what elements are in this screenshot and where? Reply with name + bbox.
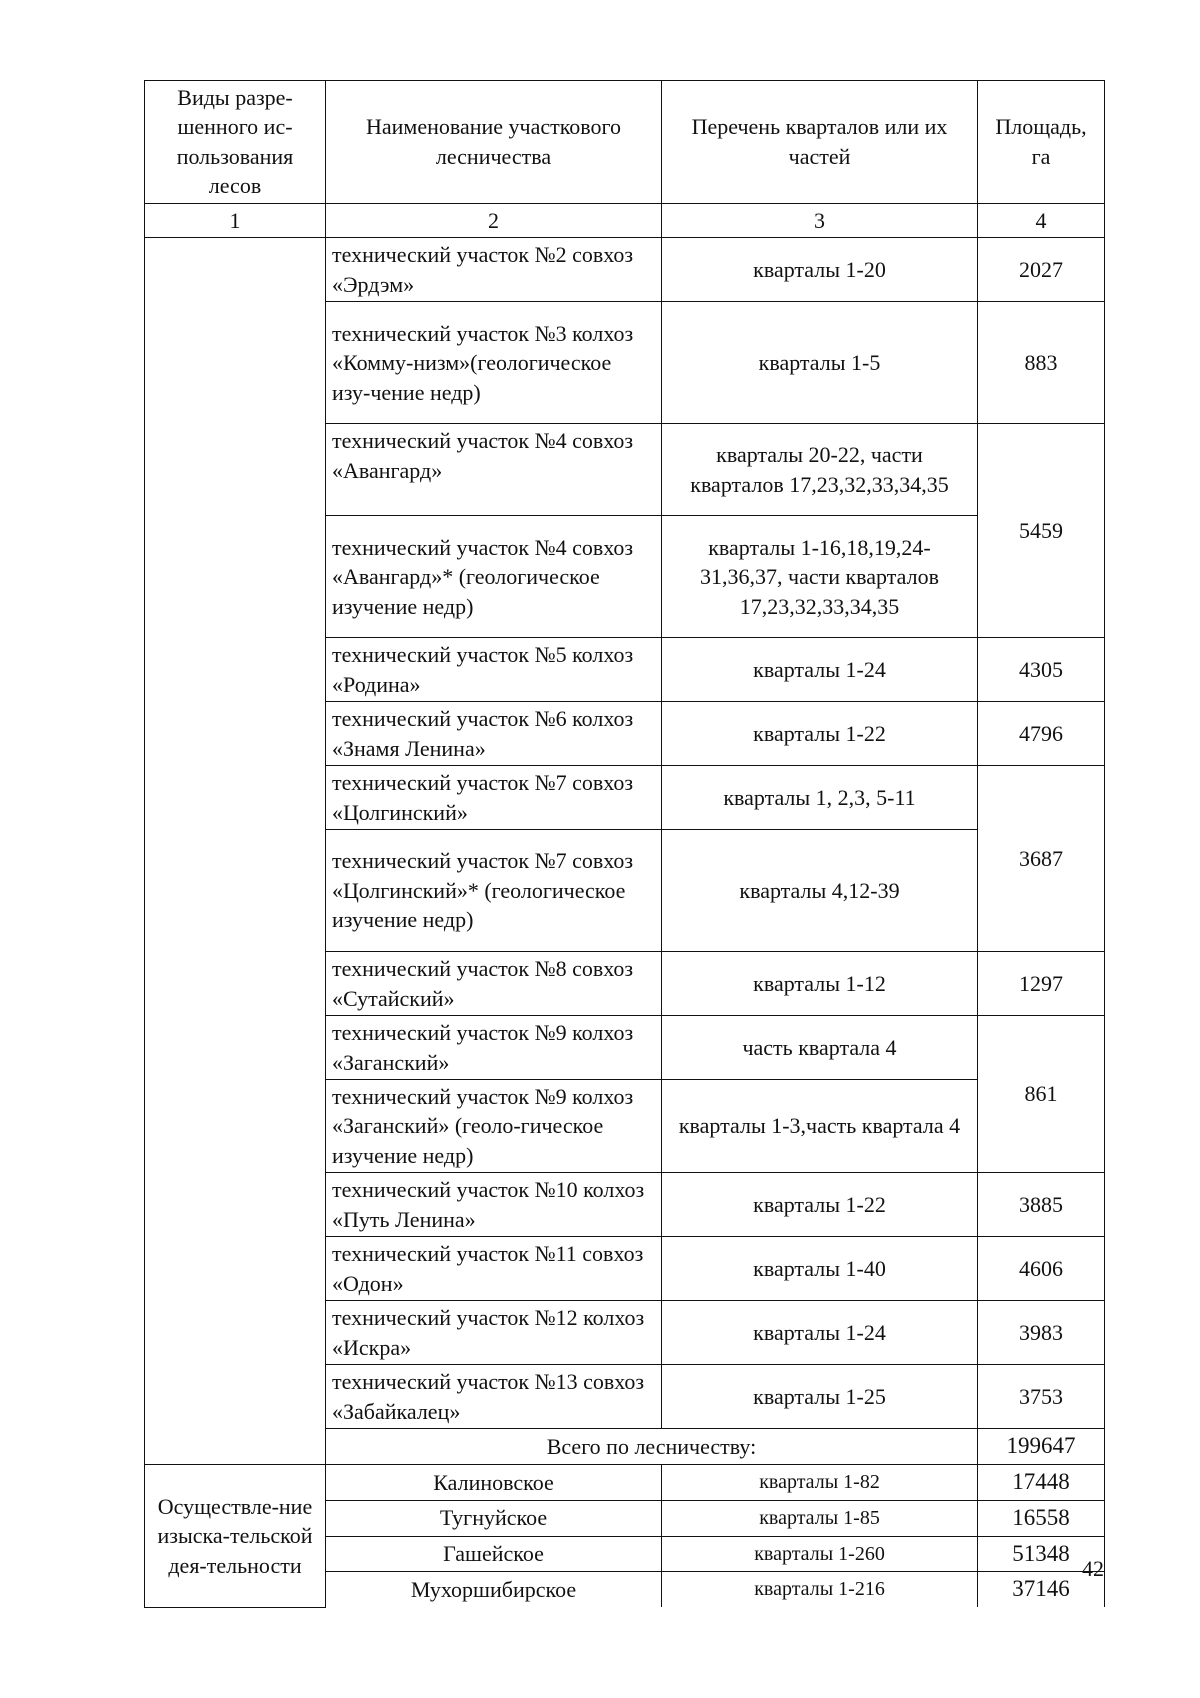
quarters-cell: кварталы 1-24 bbox=[662, 1301, 978, 1365]
column-number: 1 bbox=[145, 203, 326, 237]
forestry-name-cell: технический участок №7 совхоз «Цолгинский»* (геологическое изучение недр) bbox=[326, 830, 662, 952]
header-area: Площадь, га bbox=[978, 81, 1105, 204]
column-number: 3 bbox=[662, 203, 978, 237]
quarters-cell: кварталы 1-260 bbox=[662, 1536, 978, 1572]
forestry-name-cell: технический участок №10 колхоз «Путь Ленина» bbox=[326, 1173, 662, 1237]
header-quarters-list: Перечень кварталов или их частей bbox=[662, 81, 978, 204]
total-label: Всего по лесничеству: bbox=[326, 1429, 978, 1465]
quarters-cell: кварталы 1-82 bbox=[662, 1464, 978, 1500]
forestry-name-cell: Тугнуйское bbox=[326, 1500, 662, 1536]
area-cell: 1297 bbox=[978, 952, 1105, 1016]
quarters-cell: кварталы 1-40 bbox=[662, 1237, 978, 1301]
forestry-name-cell: технический участок №9 колхоз «Заганский» bbox=[326, 1016, 662, 1080]
area-cell: 37146 bbox=[978, 1572, 1105, 1607]
total-area: 199647 bbox=[978, 1429, 1105, 1465]
header-row bbox=[145, 81, 1105, 204]
area-cell: 3885 bbox=[978, 1173, 1105, 1237]
quarters-cell: кварталы 1-216 bbox=[662, 1572, 978, 1607]
forestry-name-cell: технический участок №9 колхоз «Заганский» (геоло-гическое изучение недр) bbox=[326, 1079, 662, 1172]
quarters-cell: кварталы 1-25 bbox=[662, 1365, 978, 1429]
header-forestry-name: Наименование участкового лесничества bbox=[326, 81, 662, 204]
area-cell: 4606 bbox=[978, 1237, 1105, 1301]
forestry-name-cell: технический участок №7 совхоз «Цолгинский» bbox=[326, 766, 662, 830]
area-cell: 17448 bbox=[978, 1464, 1105, 1500]
forestry-name-cell: Мухоршибирское bbox=[326, 1572, 662, 1607]
quarters-cell: кварталы 1-85 bbox=[662, 1500, 978, 1536]
area-cell: 861 bbox=[978, 1016, 1105, 1173]
area-cell: 3983 bbox=[978, 1301, 1105, 1365]
forestry-name-cell: технический участок №13 совхоз «Забайкалец» bbox=[326, 1365, 662, 1429]
forestry-name-cell: технический участок №2 совхоз «Эрдэм» bbox=[326, 238, 662, 302]
area-cell: 4305 bbox=[978, 638, 1105, 702]
area-cell: 883 bbox=[978, 302, 1105, 424]
table-row bbox=[145, 238, 1105, 302]
forest-use-table bbox=[144, 80, 1105, 1608]
forestry-name-cell: технический участок №11 совхоз «Одон» bbox=[326, 1237, 662, 1301]
forestry-name-cell: технический участок №4 совхоз «Авангард»* (геологическое изучение недр) bbox=[326, 516, 662, 638]
quarters-cell: кварталы 1-12 bbox=[662, 952, 978, 1016]
forestry-name-cell: технический участок №8 совхоз «Сутайский» bbox=[326, 952, 662, 1016]
quarters-cell: кварталы 1-16,18,19,24-31,36,37, части кварталов 17,23,32,33,34,35 bbox=[662, 516, 978, 638]
forestry-name-cell: технический участок №6 колхоз «Знамя Ленина» bbox=[326, 702, 662, 766]
page-number: 42 bbox=[1082, 1556, 1104, 1581]
usage-type-cell-empty bbox=[145, 238, 326, 1465]
area-cell: 3687 bbox=[978, 766, 1105, 952]
quarters-cell: кварталы 1-20 bbox=[662, 238, 978, 302]
table-row bbox=[145, 1464, 1105, 1500]
area-cell: 5459 bbox=[978, 424, 1105, 638]
usage-type-cell: Осуществле-ние изыска-тельской дея-тельности bbox=[145, 1464, 326, 1607]
forestry-name-cell: Гашейское bbox=[326, 1536, 662, 1572]
area-cell: 3753 bbox=[978, 1365, 1105, 1429]
forestry-name-cell: технический участок №3 колхоз «Комму-низм»(геологическое изу-чение недр) bbox=[326, 302, 662, 424]
quarters-cell: кварталы 1-22 bbox=[662, 1173, 978, 1237]
quarters-cell: часть квартала 4 bbox=[662, 1016, 978, 1080]
quarters-cell: кварталы 1-5 bbox=[662, 302, 978, 424]
forestry-name-cell: технический участок №5 колхоз «Родина» bbox=[326, 638, 662, 702]
quarters-cell: кварталы 1-3,часть квартала 4 bbox=[662, 1079, 978, 1172]
area-cell: 4796 bbox=[978, 702, 1105, 766]
quarters-cell: кварталы 1, 2,3, 5-11 bbox=[662, 766, 978, 830]
forestry-name-cell: технический участок №4 совхоз «Авангард» bbox=[326, 424, 662, 516]
column-numbers-row bbox=[145, 203, 1105, 237]
quarters-cell: кварталы 1-22 bbox=[662, 702, 978, 766]
quarters-cell: кварталы 20-22, части кварталов 17,23,32,33,34,35 bbox=[662, 424, 978, 516]
area-cell: 2027 bbox=[978, 238, 1105, 302]
area-cell: 51348 bbox=[978, 1536, 1105, 1572]
forestry-name-cell: технический участок №12 колхоз «Искра» bbox=[326, 1301, 662, 1365]
quarters-cell: кварталы 4,12-39 bbox=[662, 830, 978, 952]
area-cell: 16558 bbox=[978, 1500, 1105, 1536]
column-number: 2 bbox=[326, 203, 662, 237]
quarters-cell: кварталы 1-24 bbox=[662, 638, 978, 702]
forestry-name-cell: Калиновское bbox=[326, 1464, 662, 1500]
column-number: 4 bbox=[978, 203, 1105, 237]
header-usage-type: Виды разре-шенного ис-пользования лесов bbox=[145, 81, 326, 204]
